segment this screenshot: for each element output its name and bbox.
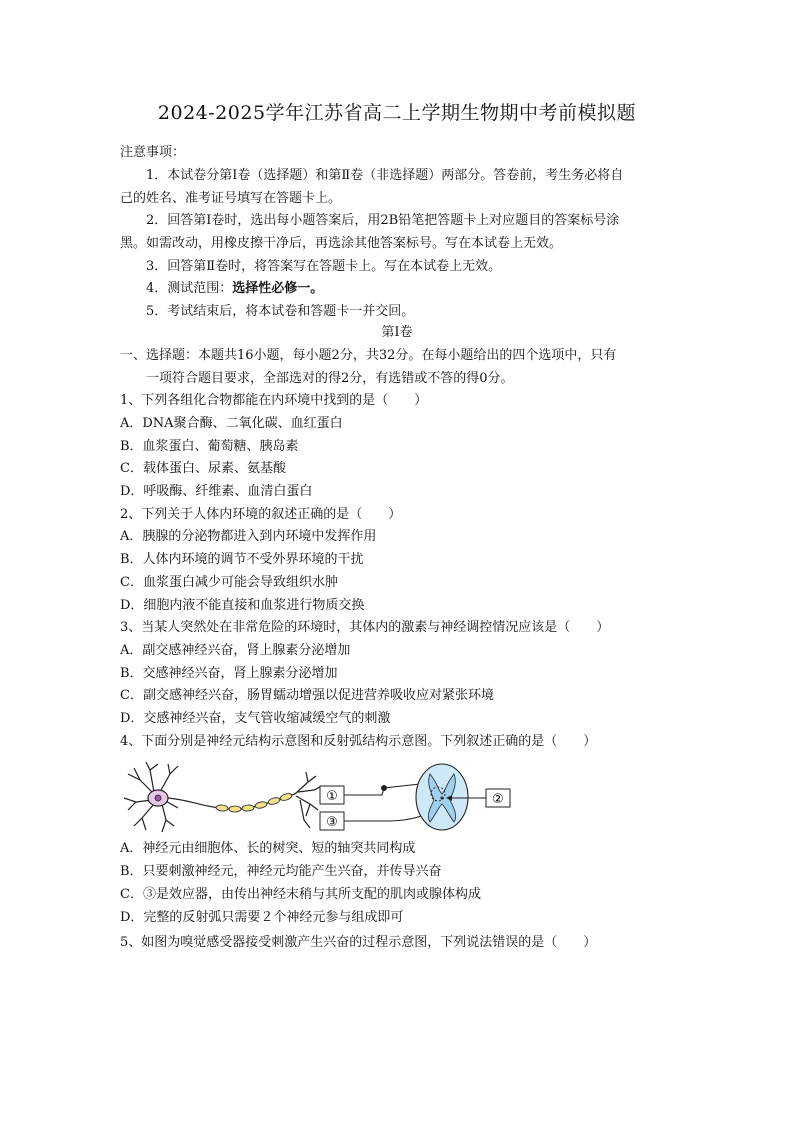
question-stem: 1、下列各组化合物都能在内环境中找到的是（ ）: [120, 393, 428, 408]
question-option: D．交感神经兴奋，支气管收缩减缓空气的刺激: [120, 711, 391, 726]
section-intro-a: 一、选择题：本题共16小题，每小题2分，共32分。在每小题给出的四个选项中，只有: [120, 348, 617, 363]
section-title: 第Ⅰ卷: [381, 325, 413, 340]
question-option: B．人体内环境的调节不受外界环境的干扰: [120, 552, 364, 567]
question-option: B．交感神经兴奋，肾上腺素分泌增加: [120, 666, 338, 681]
neuron-reflex-figure: [120, 760, 520, 838]
question-option: A．胰腺的分泌物都进入到内环境中发挥作用: [120, 529, 377, 544]
question-stem: 5、如图为嗅觉感受器接受刺激产生兴奋的过程示意图，下列说法错误的是（ ）: [120, 935, 597, 950]
page-title: 2024-2025学年江苏省高二上学期生物期中考前模拟题: [157, 102, 637, 124]
notice-heading: 注意事项：: [120, 145, 186, 160]
question-stem: 2、下列关于人体内环境的叙述正确的是（ ）: [120, 507, 402, 522]
notice-item-3: 3．回答第Ⅱ卷时，将答案写在答题卡上。写在本试卷上无效。: [146, 259, 502, 274]
notice-item-2b: 黑。如需改动，用橡皮擦干净后，再选涂其他答案标号。写在本试卷上无效。: [120, 236, 563, 251]
question-option: C．副交感神经兴奋，肠胃蠕动增强以促进营养吸收应对紧张环境: [120, 688, 494, 703]
question-option: D．完整的反射弧只需要２个神经元参与组成即可: [120, 910, 404, 925]
notice-item-1b: 己的姓名、准考证号填写在答题卡上。: [120, 191, 342, 206]
question-option: A．DNA聚合酶、二氧化碳、血红蛋白: [120, 416, 343, 431]
question-option: D．细胞内液不能直接和血浆进行物质交换: [120, 598, 365, 613]
axon-terminals: [295, 772, 322, 828]
notice-item-4-prefix: 4．测试范围：: [146, 281, 233, 296]
question-option: C．载体蛋白、尿素、氨基酸: [120, 461, 286, 476]
myelin-sheath: [216, 792, 293, 812]
question-option: B．只要刺激神经元，神经元均能产生兴奋，并传导兴奋: [120, 864, 442, 879]
notice-item-4-scope: 选择性必修一。: [232, 281, 324, 296]
neuron-nucleus: [155, 795, 161, 801]
reflex-label-2: ②: [492, 792, 504, 807]
reflex-label-3: ③: [326, 815, 338, 830]
notice-item-4: [146, 280, 323, 298]
notice-item-5: 5．考试结束后，将本试卷和答题卡一并交回。: [146, 304, 415, 319]
question-option: A．神经元由细胞体、长的树突、短的轴突共同构成: [120, 841, 416, 856]
reflex-label-1: ①: [326, 789, 338, 804]
question-option: A．副交感神经兴奋，肾上腺素分泌增加: [120, 643, 351, 658]
question-option: C．③是效应器，由传出神经末稍与其所支配的肌肉或腺体构成: [120, 887, 481, 902]
ganglion: [381, 785, 387, 791]
notice-item-2a: 2．回答第Ⅰ卷时，选出每小题答案后，用2B铅笔把答题卡上对应题目的答案标号涂: [146, 213, 620, 228]
notice-item-1a: 1．本试卷分第Ⅰ卷（选择题）和第Ⅱ卷（非选择题）两部分。答卷前，考生务必将自: [146, 168, 624, 183]
question-stem: 3、当某人突然处在非常危险的环境时，其体内的激素与神经调控情况应该是（ ）: [120, 620, 610, 635]
question-stem: 4、下面分别是神经元结构示意图和反射弧结构示意图。下列叙述正确的是（ ）: [120, 734, 597, 749]
question-option: B．血浆蛋白、葡萄糖、胰岛素: [120, 439, 299, 454]
question-option: D．呼吸酶、纤维素、血清白蛋白: [120, 484, 313, 499]
section-intro-b: 一项符合题目要求，全部选对的得2分，有选错或不答的得0分。: [146, 371, 514, 386]
question-option: C．血浆蛋白减少可能会导致组织水肿: [120, 575, 338, 590]
neuron-reflex-diagram: [120, 760, 520, 838]
